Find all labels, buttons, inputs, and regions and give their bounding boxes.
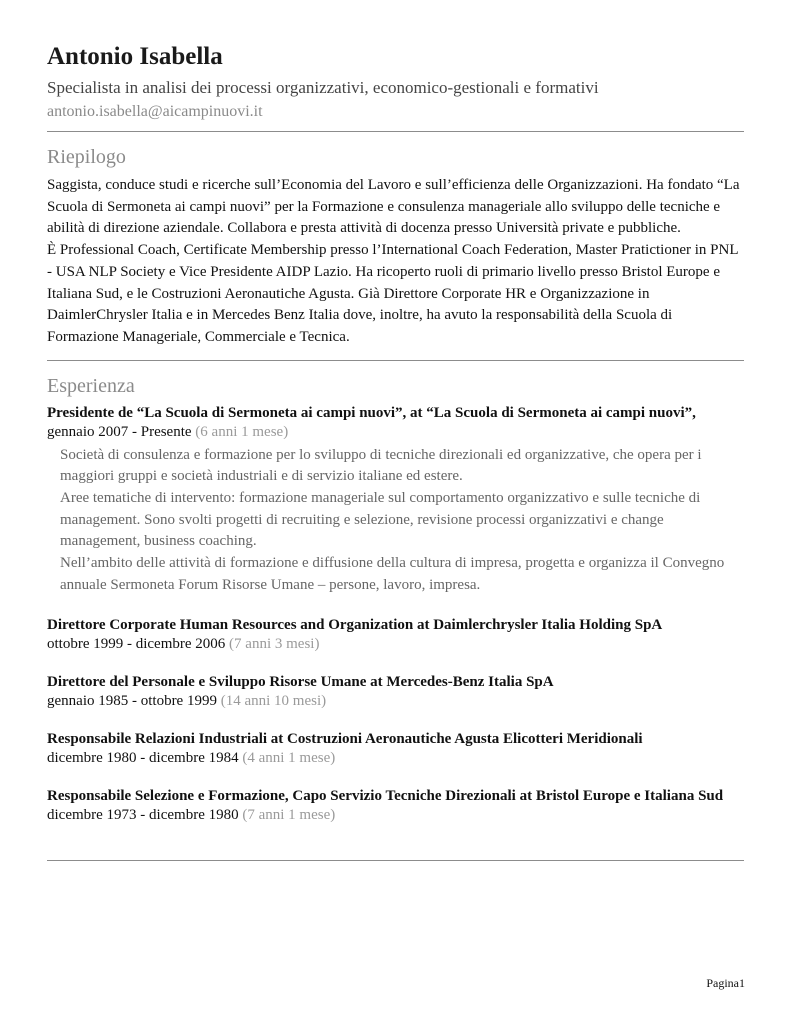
experience-entry (47, 788, 744, 825)
job-description-paragraph: Nell’ambito delle attività di formazione e diffusione della cultura di impresa, progetta e organizza il Convegno annuale Sermoneta Forum Risorse Umane – persone, lavoro, impresa. (60, 555, 725, 593)
job-description-paragraph: Aree tematiche di intervento: formazione manageriale sul comportamento organizzativo e sulle tecniche di management. Sono svolti progetti di recruiting e selezione, revisione processi organizzativi e change management, business coaching. (60, 490, 701, 550)
resume-page (47, 40, 744, 861)
job-date-range: gennaio 1985 - ottobre 1999 (47, 692, 217, 709)
job-date-range: dicembre 1980 - dicembre 1984 (47, 749, 239, 766)
summary-text (47, 175, 744, 349)
job-date-range: dicembre 1973 - dicembre 1980 (47, 806, 239, 823)
page-number: Pagina1 (706, 976, 745, 990)
job-dates (47, 691, 744, 711)
section-divider (47, 360, 744, 361)
job-title: Responsabile Relazioni Industriali at Costruzioni Aeronautiche Agusta Elicotteri Meridionali (47, 730, 643, 747)
experience-entry (47, 731, 744, 768)
summary-paragraph: Saggista, conduce studi e ricerche sull’Economia del Lavoro e sull’efficienza delle Organizzazioni. Ha fondato “La Scuola di Sermoneta ai campi nuovi” per la Formazione e consulenza manageriale allo sviluppo delle tecniche e abilità di direzione aziendale. Collabora e presta attività di docenza presso Università private e pubbliche. (47, 177, 740, 237)
section-divider (47, 860, 744, 861)
experience-entry (47, 617, 744, 654)
experience-entry (47, 405, 744, 597)
job-dates (47, 634, 744, 654)
job-dates (47, 422, 744, 442)
job-title: Direttore del Personale e Sviluppo Risorse Umane at Mercedes-Benz Italia SpA (47, 673, 554, 690)
job-title: Direttore Corporate Human Resources and Organization at Daimlerchrysler Italia Holding SpA (47, 616, 663, 633)
summary-paragraph: È Professional Coach, Certificate Membership presso l’International Coach Federation, Master Pratictioner in PNL - USA NLP Society e Vice Presidente AIDP Lazio. Ha ricoperto ruoli di primario livello presso Bristol Europe e Italiana Sud, e le Costruzioni Aeronautiche Agusta. Già Direttore Corporate HR e Organizzazione in DaimlerChrysler Italia e in Mercedes Benz Italia dove, inoltre, ha avuto la responsabilità della Scuola di Formazione Manageriale, Commerciale e Tecnica. (47, 242, 738, 345)
job-description-paragraph: Società di consulenza e formazione per lo sviluppo di tecniche direzionali ed organizzative, che opera per i maggiori gruppi e società industriali e di servizio italiane ed estere. (60, 446, 702, 485)
section-divider (47, 131, 744, 132)
job-description (60, 445, 744, 597)
job-date-range: gennaio 2007 - Presente (47, 423, 192, 440)
experience-entry (47, 674, 744, 711)
job-dates (47, 805, 744, 825)
summary-section-title: Riepilogo (47, 146, 126, 168)
job-dates (47, 748, 744, 768)
job-duration: (14 anni 10 mesi) (220, 692, 327, 709)
job-duration: (4 anni 1 mese) (242, 749, 336, 766)
person-name: Antonio Isabella (47, 43, 223, 70)
experience-section-title: Esperienza (47, 374, 135, 397)
job-title: Presidente de “La Scuola di Sermoneta ai campi nuovi”, at “La Scuola di Sermoneta ai campi nuovi”, (47, 404, 696, 421)
email-address: antonio.isabella@aicampinuovi.it (47, 103, 263, 120)
headline: Specialista in analisi dei processi organizzativi, economico-gestionali e formativi (47, 78, 599, 97)
job-date-range: ottobre 1999 - dicembre 2006 (47, 635, 226, 652)
job-duration: (7 anni 1 mese) (242, 806, 336, 823)
job-duration: (6 anni 1 mese) (195, 423, 289, 440)
job-title: Responsabile Selezione e Formazione, Capo Servizio Tecniche Direzionali at Bristol Europe e Italiana Sud (47, 787, 724, 804)
job-duration: (7 anni 3 mesi) (229, 635, 320, 652)
